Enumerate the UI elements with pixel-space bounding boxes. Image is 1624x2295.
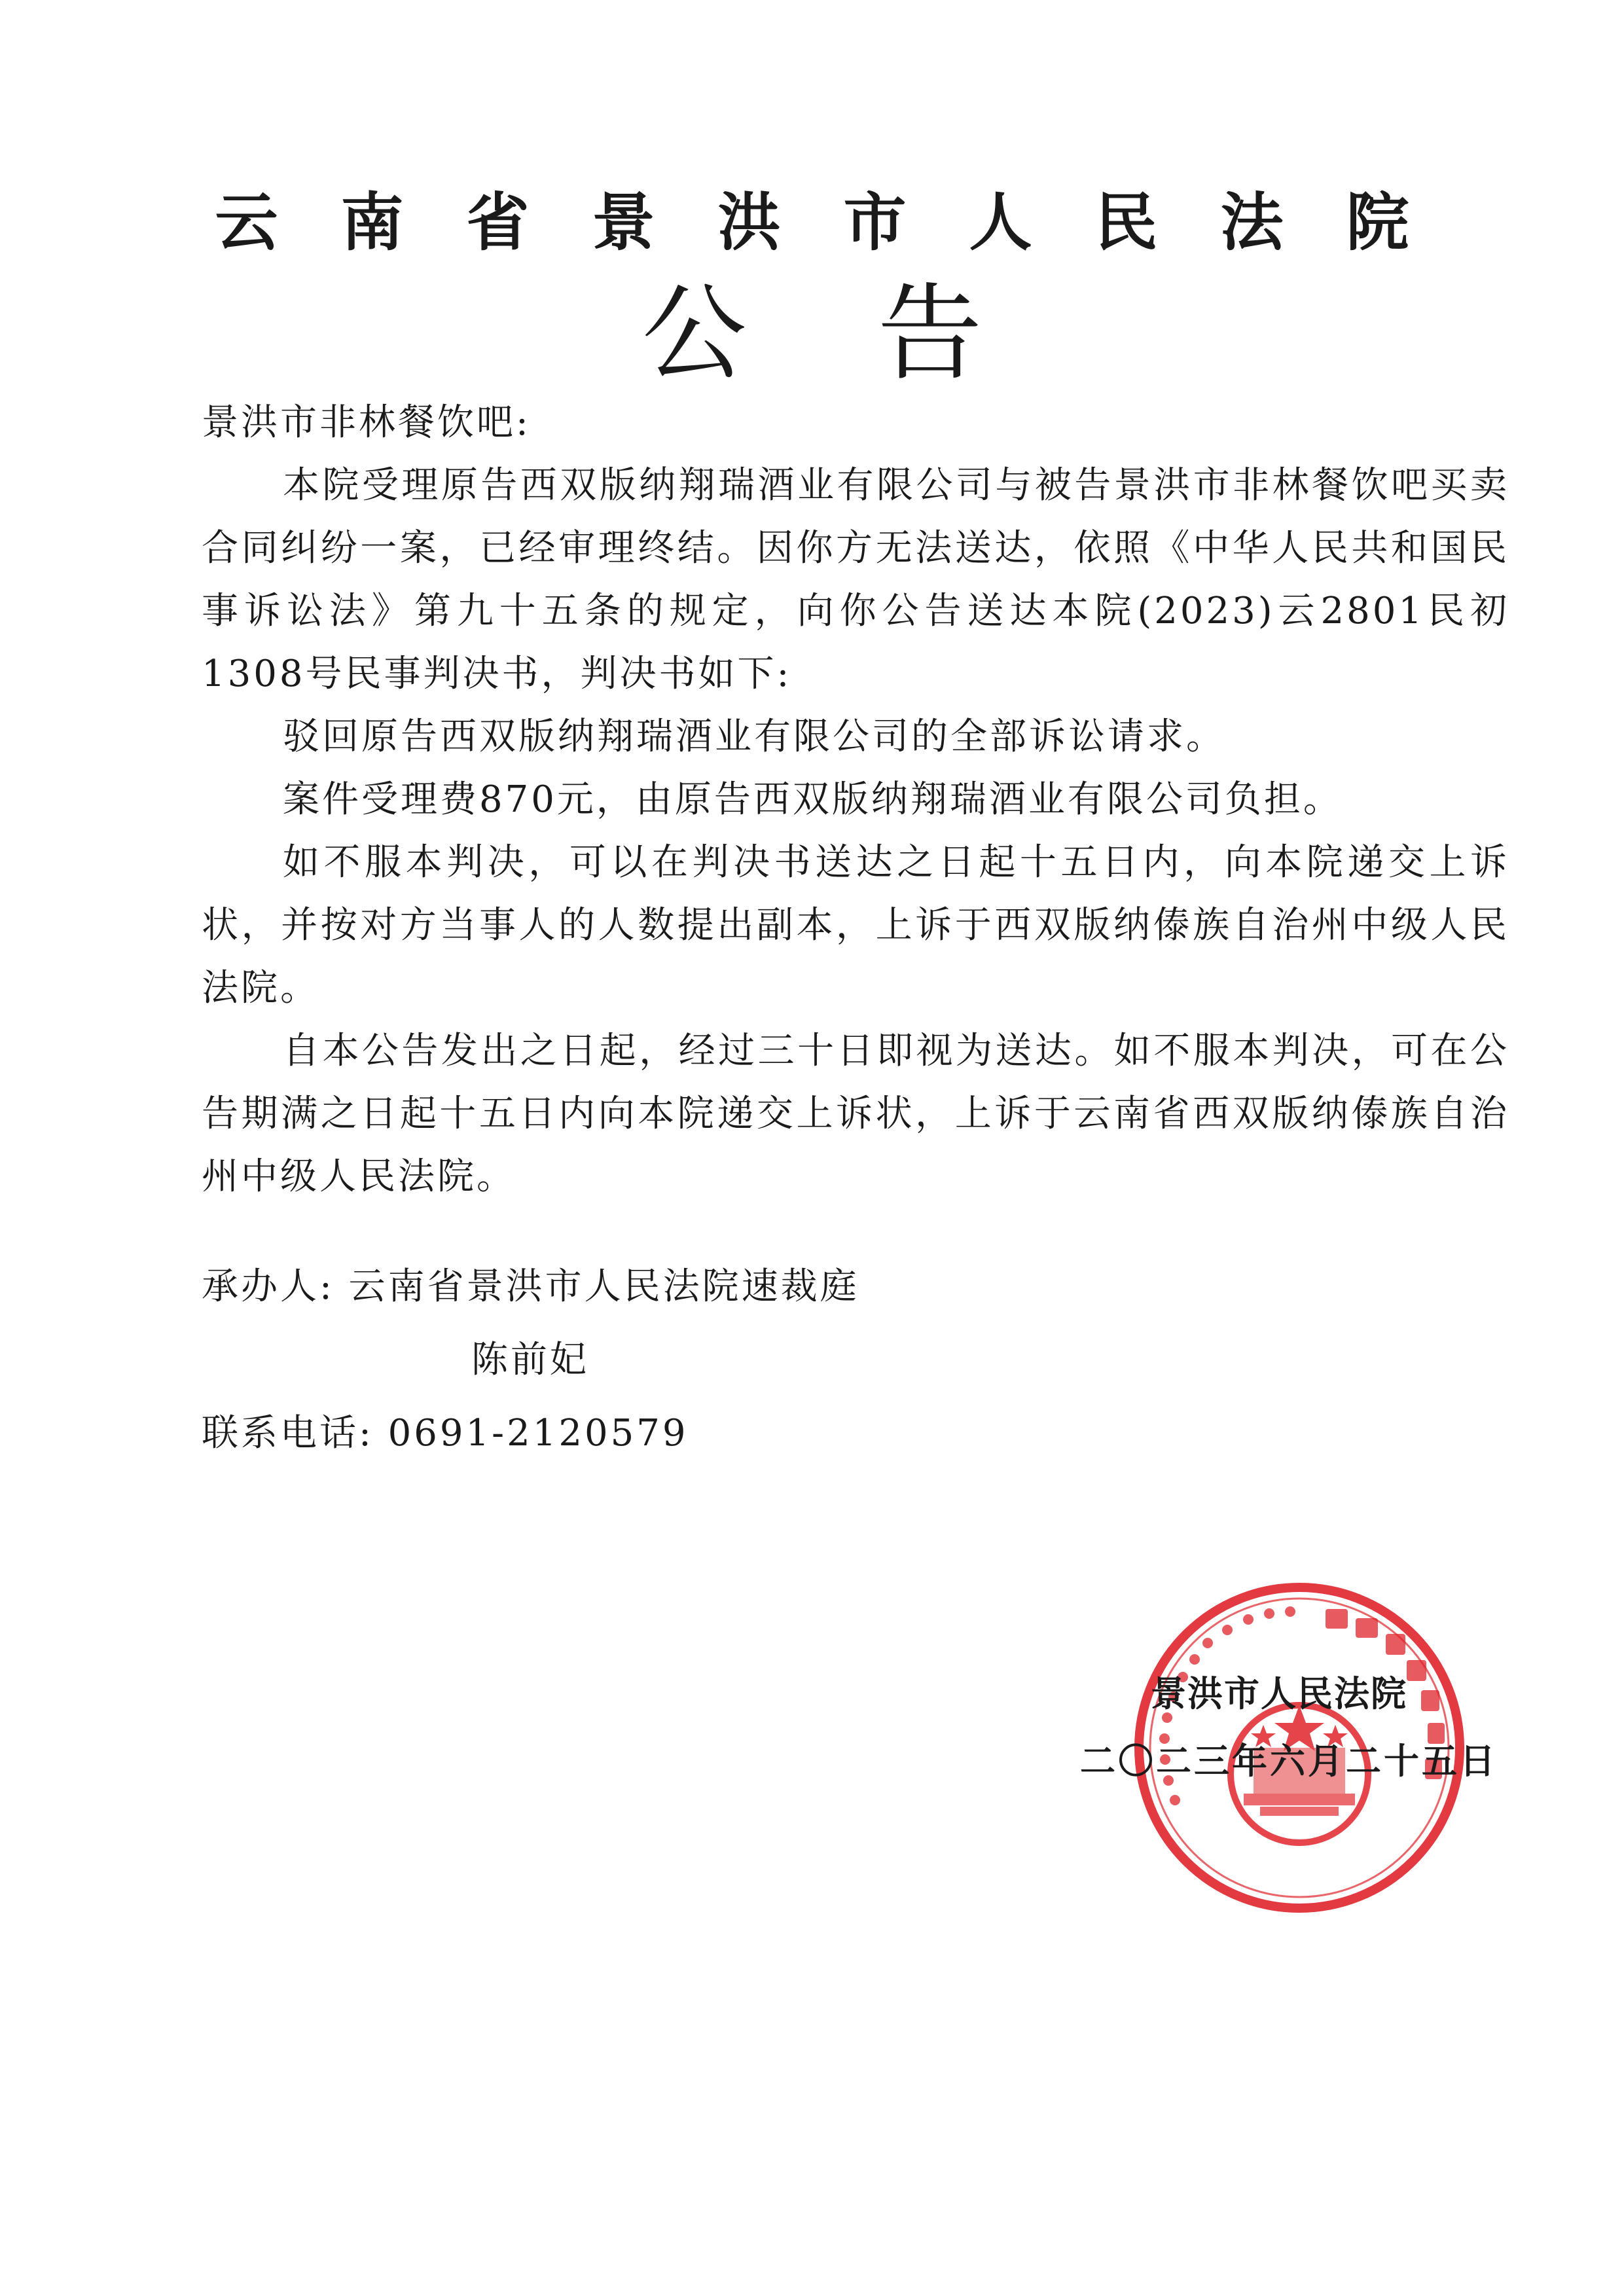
notice-title: 公告 — [641, 272, 1113, 395]
phone-line: 联系电话: 0691-2120579 — [202, 1412, 689, 1455]
handler-line: 承办人: 云南省景洪市人民法院速裁庭 — [202, 1265, 859, 1308]
court-name-heading: 云南省景洪市人民法院 — [215, 185, 1472, 259]
signature-date: 二〇二三年六月二十五日 — [1080, 1740, 1498, 1782]
paragraph-intro: 本院受理原告西双版纳翔瑞酒业有限公司与被告景洪市非林餐饮吧买卖合同纠纷一案，已经审理终结。因你方无法送达，依照《中华人民共和国民事诉讼法》第九十五条的规定，向你公告送达本院(2023)云2801民初1308号民事判决书，判决书如下: — [202, 464, 1509, 695]
paragraph-fee: 案件受理费870元，由原告西双版纳翔瑞酒业有限公司负担。 — [283, 778, 1343, 821]
signature-court: 景洪市人民法院 — [1151, 1672, 1407, 1714]
paragraph-ruling: 驳回原告西双版纳翔瑞酒业有限公司的全部诉讼请求。 — [283, 715, 1225, 758]
addressee: 景洪市非林餐饮吧: — [202, 401, 531, 444]
paragraph-appeal: 如不服本判决，可以在判决书送达之日起十五日内，向本院递交上诉状，并按对方当事人的人数提出副本，上诉于西双版纳傣族自治州中级人民法院。 — [202, 841, 1509, 1009]
paragraph-service: 自本公告发出之日起，经过三十日即视为送达。如不服本判决，可在公告期满之日起十五日内向本院递交上诉状，上诉于云南省西双版纳傣族自治州中级人民法院。 — [202, 1030, 1509, 1198]
notice-body — [202, 391, 1509, 1208]
handler-name: 陈前妃 — [471, 1339, 589, 1381]
